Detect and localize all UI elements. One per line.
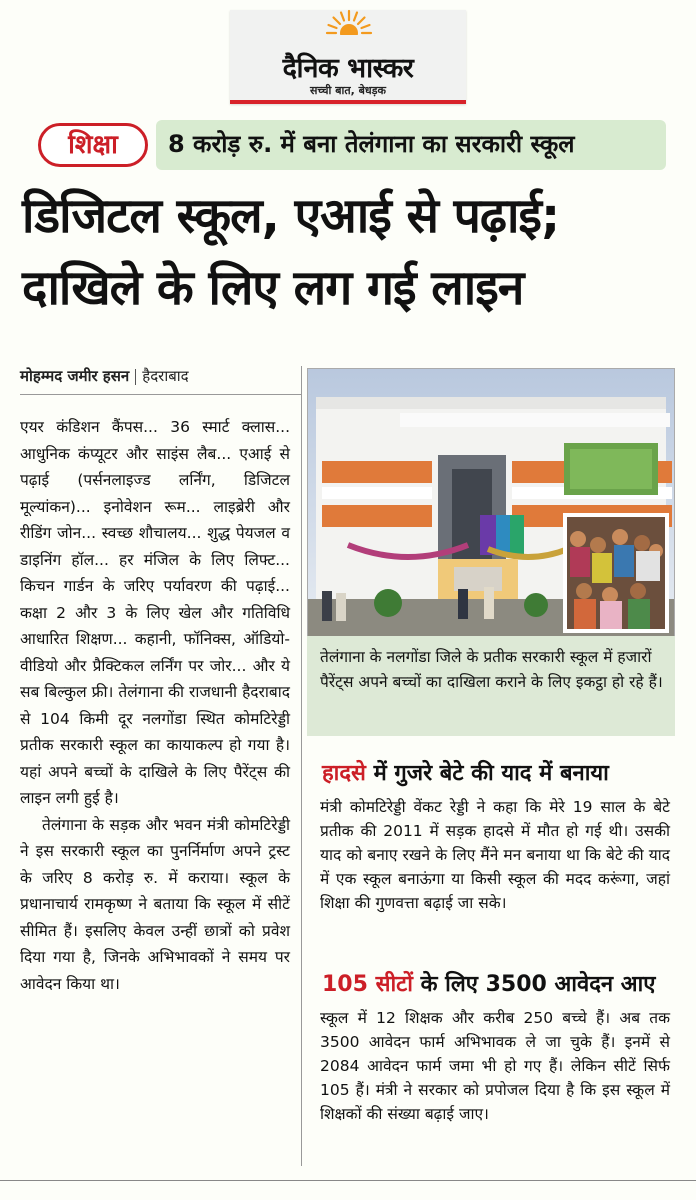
photo-caption: तेलंगाना के नलगोंडा जिले के प्रतीक सरकारी स्कूल में हजारों पैरेंट्स अपने बच्चों का दाखिला कराने के लिए इकट्ठा हो रहे हैं। (320, 648, 663, 691)
subheading-1 (322, 757, 609, 787)
masthead-red-bar (230, 100, 466, 104)
subheading-2 (322, 968, 655, 998)
brand-tagline: सच्ची बात, बेधड़क (309, 84, 387, 97)
school-photo (307, 368, 675, 638)
bottom-rule (0, 1180, 696, 1181)
byline-rule (20, 394, 302, 395)
subheading-2-rest: के लिए 3500 आवेदन आए (412, 972, 656, 997)
section-1-text: मंत्री कोमटिरेड्डी वेंकट रेड्डी ने कहा कि मेरे 19 साल के बेटे प्रतीक की 2011 में सड़क हादसे में मौत हो गई थी। उसकी याद को बनाए रखने के लिए मैंने मन बनाया था कि बेटे की याद में एक स्कूल बनाऊंगा या किसी स्कूल की मदद करूंगा, जहां शिक्षा की गुणवत्ता बढ़ाई जा सके। (320, 798, 670, 912)
masthead (230, 10, 466, 104)
school-building-image (308, 369, 674, 637)
kicker (38, 118, 666, 174)
section-1-body (320, 795, 670, 915)
body-paragraph-1: एयर कंडिशन कैंपस... 36 स्मार्ट क्लास... आधुनिक कंप्यूटर और साइंस लैब... एआई से पढ़ाई (पर्सनलाइज्ड लर्निंग, डिजिटल मूल्यांकन)... इनोवेशन रूम... लाइब्रेरी और रीडिंग जोन... स्वच्छ शौचालय... शुद्ध पेयजल व डाइनिंग हॉल... हर मंजिल के लिए लिफ्ट... किचन गार्डन के जरिए पर्यावरण की पढ़ाई... कक्षा 2 और 3 के लिए खेल और गतिविधि आधारित शिक्षण... कहानी, फॉनिक्स, ऑडियो-वीडियो और प्रैक्टिकल लर्निंग पर जोर... और ये सब बिल्कुल फ्री। तेलंगाना की राजधानी हैदराबाद से 104 किमी दूर नलगोंडा स्थित कोमटिरेड्डी प्रतीक सरकारी स्कूल का कायाकल्प हो गया है। यहां अपने बच्चों के दाखिले के लिए पैरेंट्स की लाइन लगी हुई है। (20, 418, 290, 807)
byline-divider (135, 369, 136, 385)
headline-line-1: डिजिटल स्कूल, एआई से पढ़ाई; (22, 188, 560, 244)
subheading-2-highlight: 105 सीटों (322, 972, 413, 997)
kicker-text: 8 करोड़ रु. में बना तेलंगाना का सरकारी स्कूल (168, 130, 575, 158)
headline (22, 182, 682, 322)
body-paragraph-2: तेलंगाना के सड़क और भवन मंत्री कोमटिरेड्डी ने इस सरकारी स्कूल का पुनर्निर्माण अपने ट्रस्ट के जरिए 8 करोड़ रु. में कराया। स्कूल के प्रधानाचार्य रामकृष्ण ने बताया कि स्कूल में सीटें सीमित हैं। इसलिए केवल उन्हीं छात्रों को प्रवेश दिया गया है, जिनके अभिभावकों ने समय पर आवेदन किया था। (20, 815, 290, 993)
headline-line-2: दाखिले के लिए लग गई लाइन (22, 260, 524, 316)
subheading-1-highlight: हादसे (322, 761, 366, 786)
author-name: मोहम्मद जमीर हसन (20, 367, 130, 385)
section-2-text: स्कूल में 12 शिक्षक और करीब 250 बच्चे हैं। अब तक 3500 आवेदन फार्म अभिभावक ले जा चुके हैं। इनमें से 2084 आवेदन फार्म जमा भी हो गए हैं। लेकिन सीटें सिर्फ 105 हैं। मंत्री ने सरकार को प्रपोजल दिया है कि इस स्कूल में शिक्षकों की संख्या बढ़ाई जाए। (320, 1009, 670, 1123)
section-2-body (320, 1006, 670, 1126)
brand-name: दैनिक भास्कर (282, 53, 414, 84)
section-label: शिक्षा (38, 123, 148, 167)
byline (20, 366, 300, 386)
dateline-city: हैदराबाद (142, 367, 189, 385)
subheading-1-rest: में गुजरे बेटे की याद में बनाया (365, 761, 609, 786)
article-body-left (20, 414, 290, 997)
column-divider (301, 366, 302, 1166)
